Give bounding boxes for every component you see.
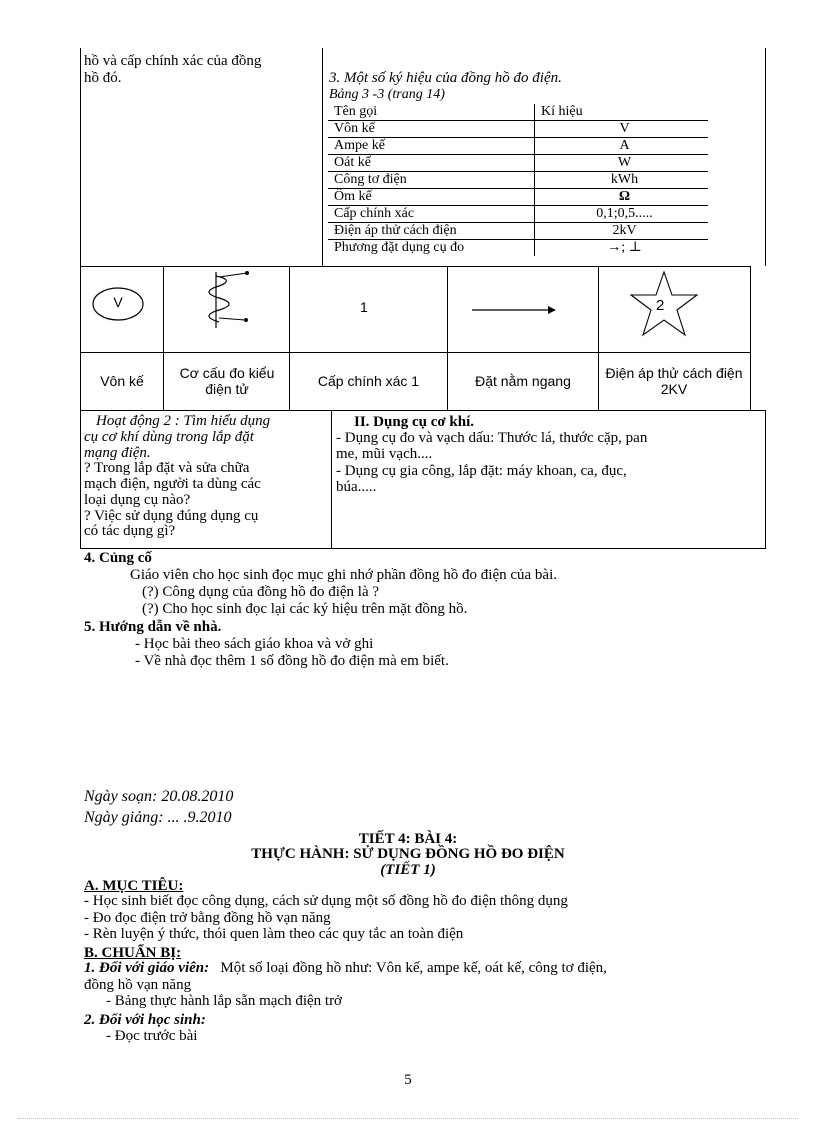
activity-left-text: Hoạt động 2 : Tìm hiểu dụng cụ cơ khí dùng trong lắp đặt mạng điện. ? Trong lắp đặt và sửa chữa mạch điện, người ta dùng các loại dụng cụ nào? ? Việc sử dụng đúng dụng cụ có tác dụng gì? — [84, 413, 271, 540]
caption-electronic-mechanism: Cơ cấu đo kiểu điện tử — [179, 365, 275, 397]
lesson-subtitle: (TIẾT 1) — [380, 862, 436, 878]
activity-mid-border — [331, 410, 332, 548]
caption-insulation-voltage: Điện áp thử cách điện 2KV — [605, 365, 743, 397]
horizontal-arrow-icon — [470, 304, 560, 316]
top-left-text: hồ và cấp chính xác của đồng hồ đó. — [84, 53, 262, 86]
symbols-heading: 3. Một số ký hiệu của đồng hồ đo điện. — [329, 70, 562, 86]
page-number: 5 — [404, 1072, 412, 1088]
strip-col5 — [750, 266, 751, 410]
top-left-border — [80, 48, 81, 266]
table-row: Công tơ điện kWh — [328, 172, 708, 189]
table-header-row — [328, 104, 708, 121]
col-symbol-header: Kí hiệu — [535, 104, 709, 121]
table-row: Vôn kế V — [328, 121, 708, 138]
symbols-table — [328, 104, 708, 256]
partA-body: - Học sinh biết đọc công dụng, cách sử dụng một số đồng hồ đo điện thông dụng - Đo đọc điện trở bằng đồng hồ vạn năng - Rèn luyện ý thức, thói quen làm theo các quy tắc an toàn điện — [84, 893, 568, 942]
section4-title: 4. Củng cố — [84, 550, 152, 566]
table-row: Oát kế W — [328, 155, 708, 172]
student-label: 2. Đối với học sinh: — [84, 1012, 206, 1028]
date-prepared: Ngày soạn: 20.08.2010 — [84, 788, 234, 805]
table-row: Ampe kế A — [328, 138, 708, 155]
caption-horizontal: Đặt nằm ngang — [475, 372, 571, 389]
table-row: Điện áp thử cách điện 2kV — [328, 223, 708, 240]
accuracy-class-symbol: 1 — [360, 299, 368, 315]
section5-title: 5. Hướng dẫn về nhà. — [84, 619, 222, 635]
strip-top-border — [80, 266, 751, 267]
section5-body: - Học bài theo sách giáo khoa và vở ghi - Về nhà đọc thêm 1 số đồng hồ đo điện mà em biết. — [135, 636, 449, 669]
date-taught: Ngày giảng: ... .9.2010 — [84, 809, 232, 826]
col-name-header: Tên gọi — [328, 104, 535, 121]
activity-bottom-border — [80, 548, 766, 549]
teacher-label: 1. Đối với giáo viên: — [84, 960, 210, 976]
strip-col4 — [598, 266, 599, 410]
activity-right-text: II. Dụng cụ cơ khí. - Dụng cụ đo và vạch dấu: Thước lá, thước cặp, pan me, mũi vạch.... - Dụng cụ gia công, lắp đặt: máy khoan, ca, đục, búa..... — [336, 414, 762, 495]
lesson-line1: TIẾT 4: BÀI 4: — [358, 831, 458, 847]
table-caption: Bảng 3 -3 (trang 14) — [329, 87, 445, 102]
partA-title: A. MỤC TIÊU: — [84, 878, 184, 894]
lesson-title: THỰC HÀNH: SỬ DỤNG ĐỒNG HỒ ĐO ĐIỆN — [251, 846, 565, 862]
top-right-border — [765, 48, 766, 266]
top-mid-border — [322, 48, 323, 266]
strip-bottom-border — [80, 410, 766, 411]
mechanical-tools-title: II. Dụng cụ cơ khí. — [354, 414, 475, 430]
activity-left-border — [80, 410, 81, 548]
table-row: Ôm kế Ω — [328, 189, 708, 206]
section4-body: Giáo viên cho học sinh đọc mục ghi nhớ phần đồng hồ đo điện của bài. (?) Công dụng của đồng hồ đo điện là ? (?) Cho học sinh đọc lại các ký hiệu trên mặt đồng hồ. — [130, 567, 558, 617]
voltmeter-symbol-letter: V — [113, 294, 123, 310]
caption-accuracy-class: Cấp chính xác 1 — [317, 372, 420, 389]
table-row: Cấp chính xác 0,1;0,5..... — [328, 206, 708, 223]
partB-teacher: 1. Đối với giáo viên: Một số loại đồng hồ như: Vôn kế, ampe kế, oát kế, công tơ điện, đồng hồ vạn năng - Bảng thực hành lắp sẵn mạch điện trở — [84, 960, 607, 1009]
activity-right-border — [765, 410, 766, 548]
star-symbol-number: 2 — [656, 297, 665, 314]
table-row: Phương đặt dụng cụ đo →; ⊥ — [328, 240, 708, 257]
caption-voltmeter: Vôn kế — [100, 372, 144, 389]
teacher-text: Một số loại đồng hồ như: Vôn kế, ampe kế, oát kế, công tơ điện, — [220, 960, 607, 976]
page-bottom-divider — [18, 1118, 798, 1119]
coil-symbol-icon — [195, 268, 265, 332]
strip-col1 — [163, 266, 164, 410]
partB-title: B. CHUẨN BỊ: — [84, 945, 182, 961]
student-item: - Đọc trước bài — [106, 1028, 198, 1044]
